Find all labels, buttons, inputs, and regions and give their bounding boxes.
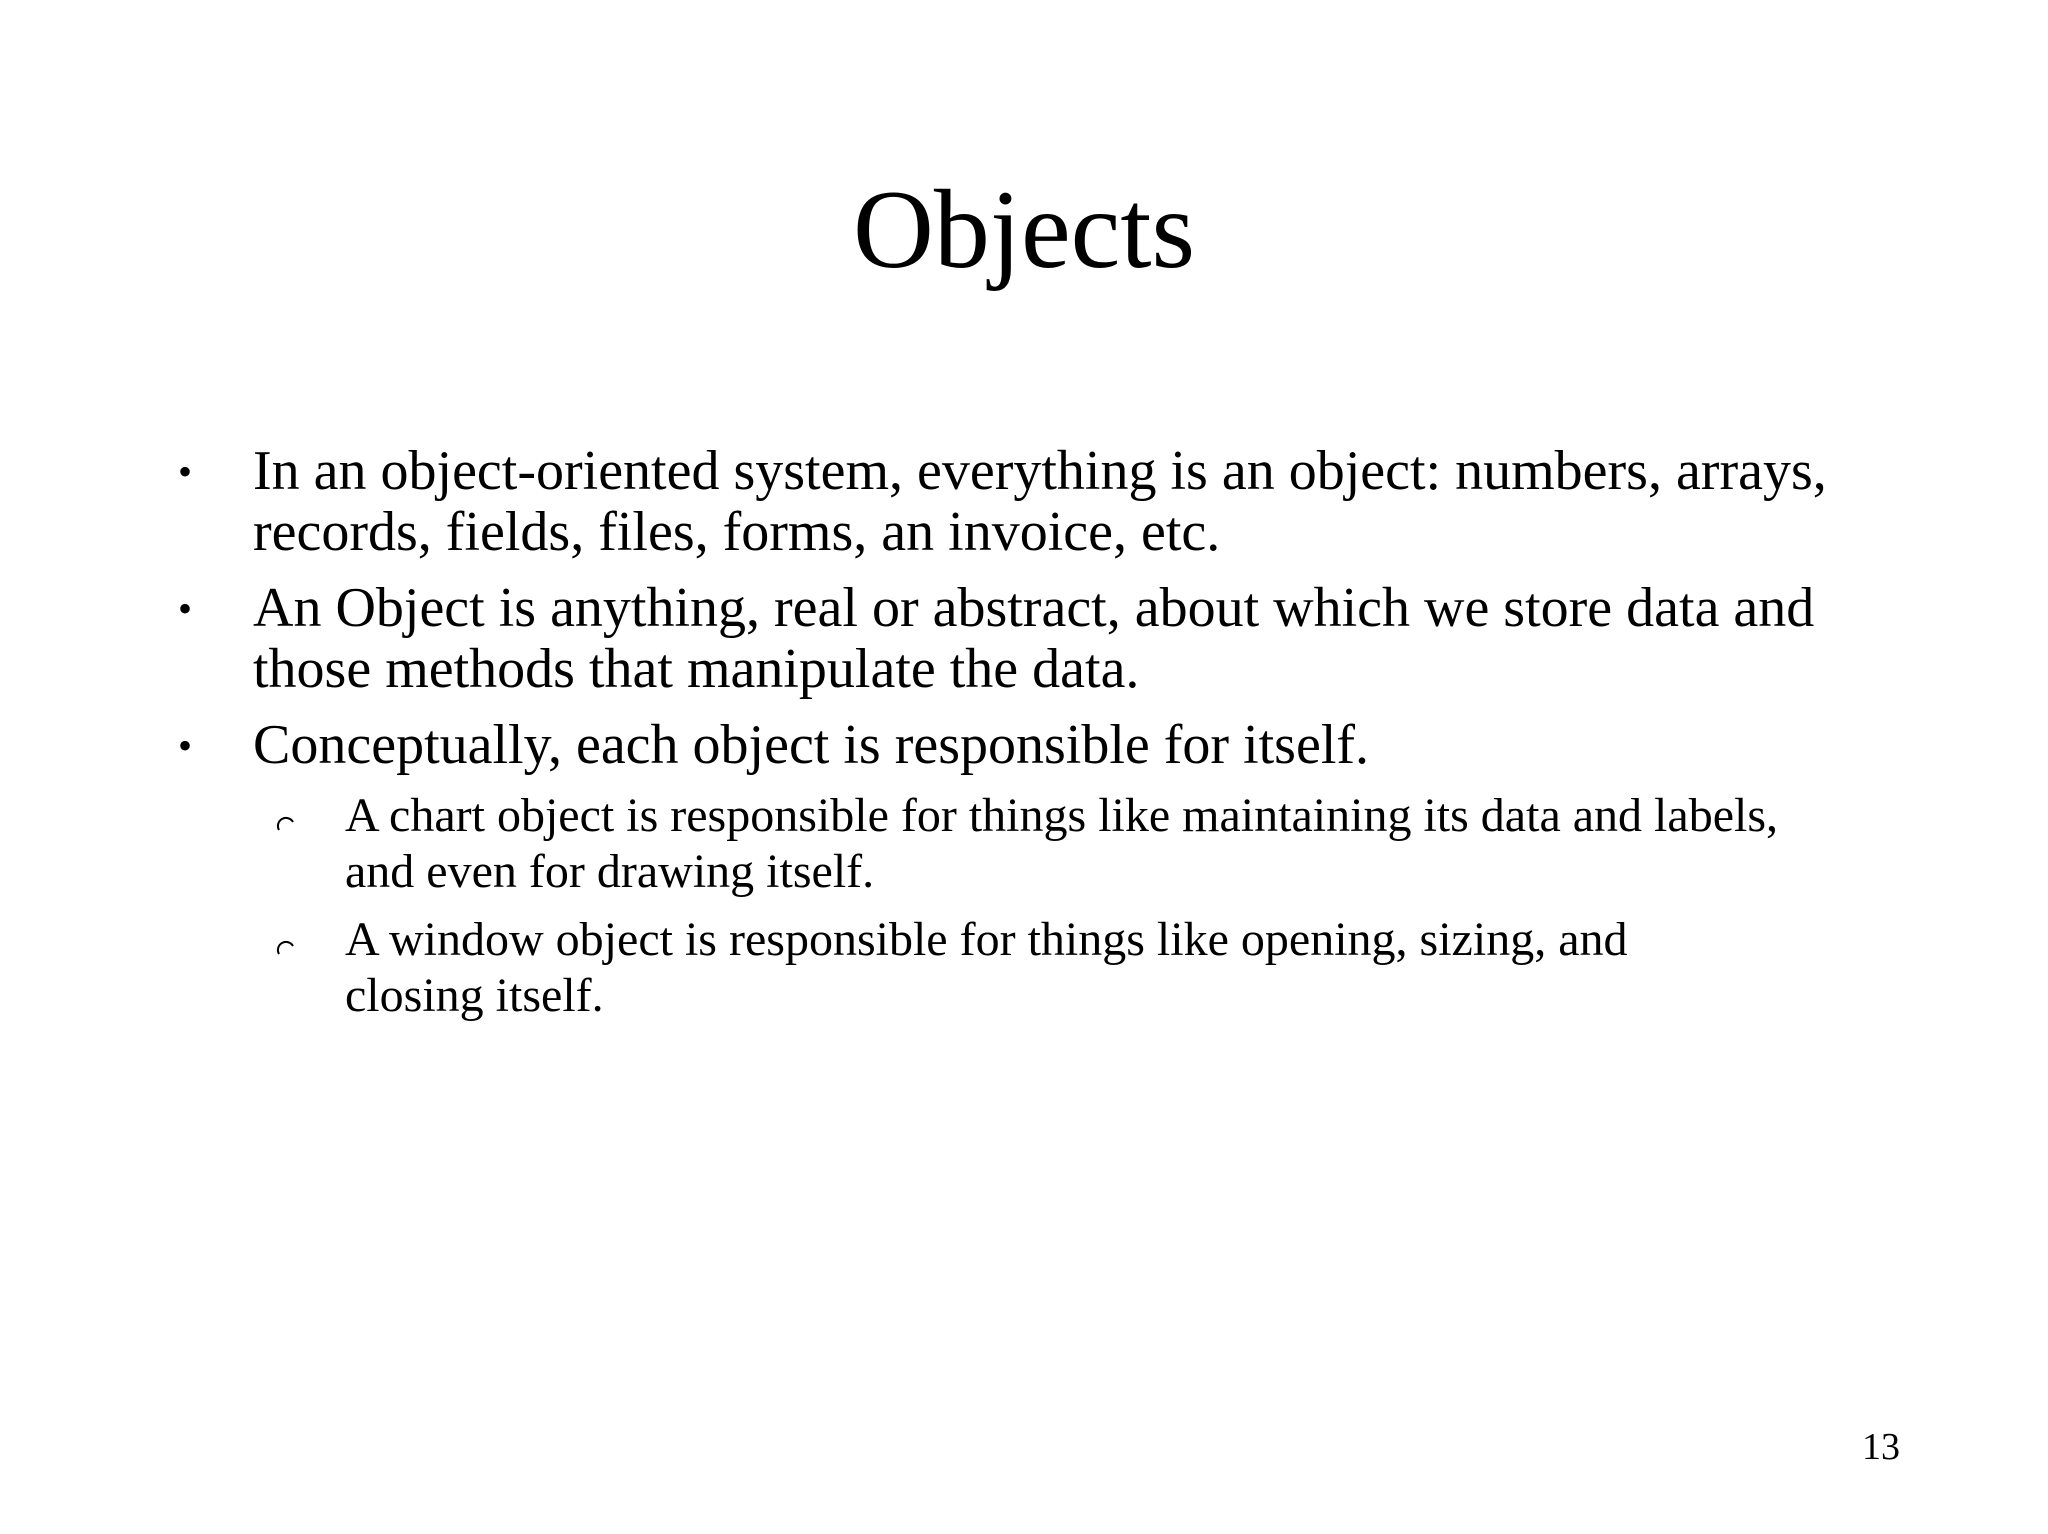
sub-bullet-text: [345, 788, 1945, 900]
slide-title: Objects: [852, 168, 1196, 292]
page-number: 13: [1862, 1426, 1900, 1468]
sub-bullet-line: A window object is responsible for things like opening, sizing, and: [345, 913, 1628, 966]
bullet-text: [253, 578, 1933, 700]
sub-bullet-text: [345, 912, 1945, 1024]
bullet-dot-icon: •: [178, 723, 193, 768]
bullet-dot-icon: •: [178, 449, 193, 494]
bullet-text: [253, 715, 1933, 776]
sub-bullet-line: closing itself.: [345, 969, 604, 1022]
bullet-line: those methods that manipulate the data.: [253, 638, 1140, 700]
sub-bullet-arc-icon: [276, 938, 298, 956]
bullet-line: records, fields, files, forms, an invoice, etc.: [253, 501, 1221, 563]
bullet-line: Conceptually, each object is responsible for itself.: [253, 714, 1370, 776]
bullet-text: [253, 441, 1933, 563]
sub-bullet-line: and even for drawing itself.: [345, 845, 875, 898]
sub-bullet-arc-icon: [276, 814, 298, 832]
sub-bullet-line: A chart object is responsible for things like maintaining its data and labels,: [345, 789, 1779, 842]
bullet-line: In an object-oriented system, everything is an object: numbers, arrays,: [253, 440, 1827, 502]
bullet-line: An Object is anything, real or abstract, about which we store data and: [253, 577, 1815, 639]
bullet-dot-icon: •: [178, 586, 193, 631]
